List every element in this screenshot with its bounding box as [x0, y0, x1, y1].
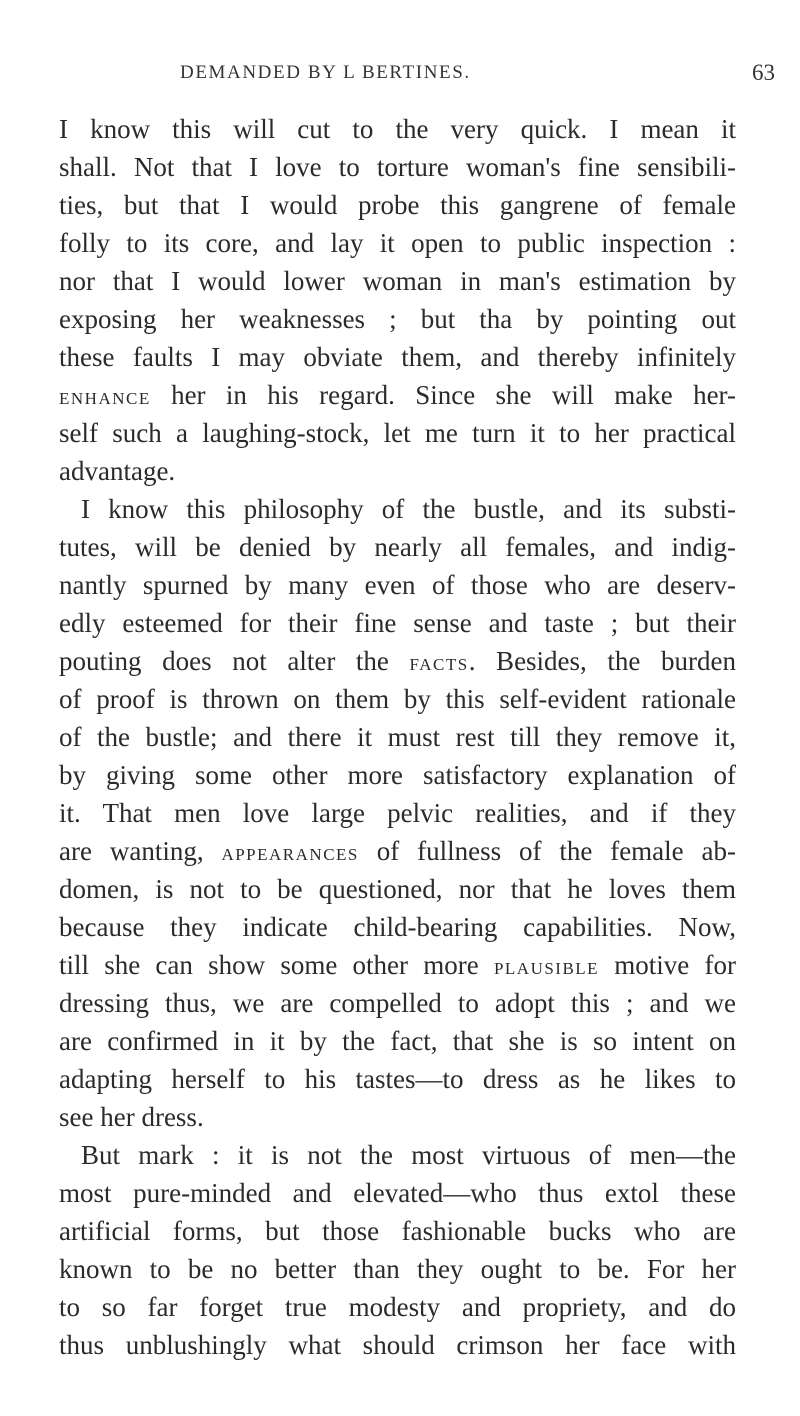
text-line: [59, 984, 736, 1022]
text-segment: pouting does not alter the: [59, 646, 410, 676]
text-line: [59, 110, 736, 148]
text-segment: her in his regard. Since she will make her-: [150, 380, 736, 410]
text-segment: edly esteemed for their fine sense and taste ; but their: [59, 608, 736, 638]
text-segment: till she can show some other more: [59, 950, 494, 980]
text-line: [59, 186, 736, 224]
text-segment: of proof is thrown on them by this self-evident rationale: [59, 684, 736, 714]
text-segment: ties, but that I would probe this gangrene of female: [59, 190, 736, 220]
text-line: [59, 490, 736, 528]
text-segment: these faults I may obviate them, and thereby infinitely: [59, 342, 736, 372]
text-line: [59, 338, 736, 376]
text-line: [59, 756, 736, 794]
text-line: [59, 832, 736, 870]
text-line: [59, 148, 736, 186]
text-line: [59, 262, 736, 300]
page-number: 63: [752, 60, 775, 85]
text-segment: shall. Not that I love to torture woman's fine sensibili-: [59, 152, 736, 182]
text-segment: because they indicate child-bearing capabilities. Now,: [59, 912, 736, 942]
running-head: [0, 62, 800, 90]
text-segment: . Besides, the burden: [468, 646, 736, 676]
small-caps-word: FACTS: [409, 655, 469, 674]
text-line: [59, 604, 736, 642]
text-segment: I know this will cut to the very quick. I mean it: [59, 114, 736, 144]
text-segment: advantage.: [59, 456, 176, 486]
text-segment: thus unblushingly what should crimson her face with: [59, 1330, 736, 1360]
small-caps-word: PLAUSIBLE: [493, 959, 600, 978]
text-segment: exposing her weaknesses ; but tha by pointing out: [59, 304, 736, 334]
text-segment: see her dress.: [59, 1102, 204, 1132]
text-segment: adapting herself to his tastes—to dress as he likes to: [59, 1064, 736, 1094]
text-line: [59, 1212, 736, 1250]
text-segment: are wanting,: [59, 836, 222, 866]
text-line: [59, 870, 736, 908]
text-segment: motive for: [599, 950, 736, 980]
text-line: [59, 1136, 736, 1174]
text-line: [59, 1174, 736, 1212]
text-line: [59, 452, 736, 490]
text-line: [59, 908, 736, 946]
text-segment: But mark : it is not the most virtuous of men—the: [81, 1140, 736, 1170]
text-line: [59, 414, 736, 452]
text-segment: dressing thus, we are compelled to adopt this ; and we: [59, 988, 736, 1018]
text-segment: I know this philosophy of the bustle, and its substi-: [81, 494, 736, 524]
text-segment: tutes, will be denied by nearly all females, and indig-: [59, 532, 736, 562]
text-segment: it. That men love large pelvic realities, and if they: [59, 798, 736, 828]
text-segment: most pure-minded and elevated—who thus extol these: [59, 1178, 736, 1208]
text-line: [59, 1288, 736, 1326]
text-segment: are confirmed in it by the fact, that she is so intent on: [59, 1026, 736, 1056]
text-line: [59, 1326, 736, 1364]
text-line: [59, 1098, 736, 1136]
text-line: [59, 566, 736, 604]
text-line: [59, 376, 736, 414]
small-caps-word: ENHANCE: [59, 389, 151, 408]
text-segment: of fullness of the female ab-: [358, 836, 736, 866]
text-segment: by giving some other more satisfactory explanation of: [59, 760, 736, 790]
text-line: [59, 718, 736, 756]
text-line: [59, 300, 736, 338]
body-text: [59, 110, 736, 1364]
text-line: [59, 794, 736, 832]
text-line: [59, 946, 736, 984]
text-segment: to so far forget true modesty and propriety, and do: [59, 1292, 736, 1322]
text-line: [59, 224, 736, 262]
text-line: [59, 1250, 736, 1288]
text-segment: nor that I would lower woman in man's estimation by: [59, 266, 736, 296]
small-caps-word: APPEARANCES: [221, 845, 359, 864]
text-segment: artificial forms, but those fashionable bucks who are: [59, 1216, 736, 1246]
text-segment: self such a laughing-stock, let me turn it to her practical: [59, 418, 736, 448]
text-segment: known to be no better than they ought to be. For her: [59, 1254, 736, 1284]
text-line: [59, 528, 736, 566]
text-line: [59, 1060, 736, 1098]
text-line: [59, 1022, 736, 1060]
text-segment: of the bustle; and there it must rest till they remove it,: [59, 722, 736, 752]
text-segment: domen, is not to be questioned, nor that he loves them: [59, 874, 736, 904]
text-segment: nantly spurned by many even of those who are deserv-: [59, 570, 736, 600]
text-segment: folly to its core, and lay it open to public inspection :: [59, 228, 736, 258]
text-line: [59, 680, 736, 718]
running-title: DEMANDED BY L BERTINES.: [180, 62, 471, 83]
text-line: [59, 642, 736, 680]
